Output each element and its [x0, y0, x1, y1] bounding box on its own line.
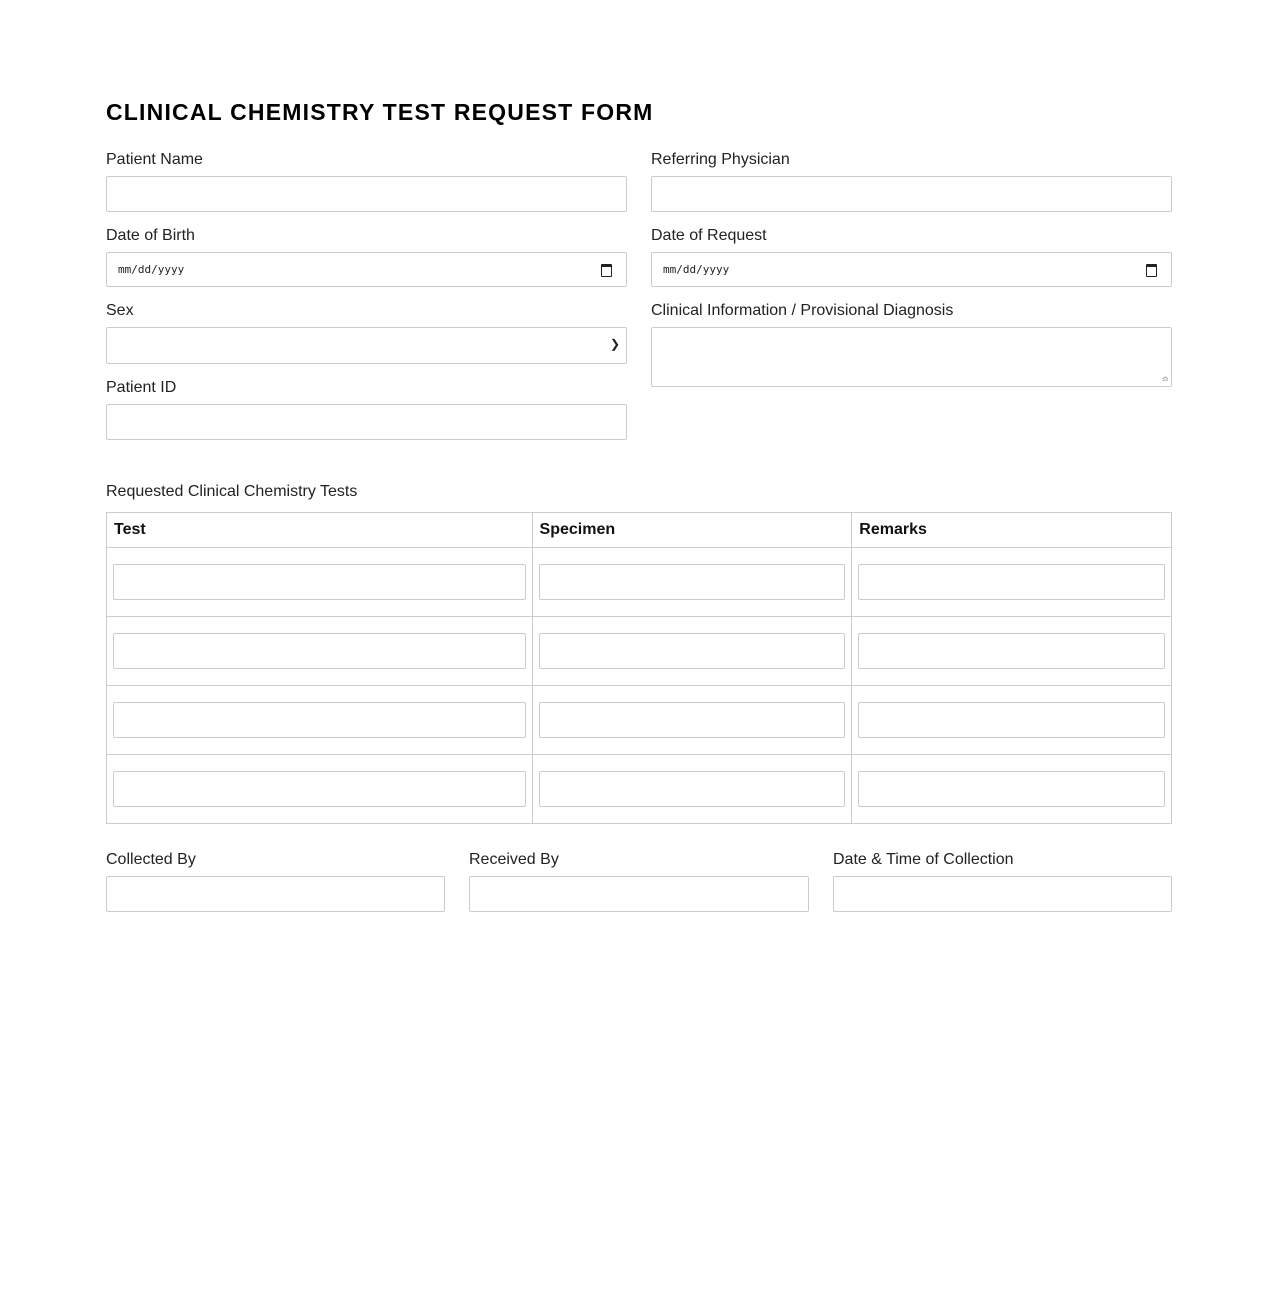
sex-label: Sex [106, 302, 134, 319]
table-header-row [107, 513, 1172, 548]
remarks-input[interactable] [858, 564, 1165, 600]
remarks-input[interactable] [858, 633, 1165, 669]
page-title: CLINICAL CHEMISTRY TEST REQUEST FORM [106, 99, 654, 125]
received-by-input[interactable] [469, 876, 809, 912]
table-row [107, 548, 1172, 617]
specimen-input[interactable] [539, 564, 846, 600]
patient-id-label: Patient ID [106, 379, 177, 396]
date-of-request-label: Date of Request [651, 227, 767, 244]
remarks-input[interactable] [858, 771, 1165, 807]
header-test: Test [107, 513, 533, 548]
table-row [107, 686, 1172, 755]
sex-select[interactable] [106, 327, 627, 364]
collected-by-input[interactable] [106, 876, 445, 912]
tests-table [106, 512, 1172, 824]
header-specimen: Specimen [532, 513, 852, 548]
table-row [107, 617, 1172, 686]
clinical-info-textarea[interactable] [651, 327, 1172, 387]
resize-handle-icon[interactable]: ≏ [1161, 374, 1169, 384]
test-input[interactable] [113, 771, 526, 807]
date-of-birth-input[interactable] [106, 252, 627, 287]
collection-datetime-label: Date & Time of Collection [833, 851, 1014, 868]
test-input[interactable] [113, 564, 526, 600]
patient-id-input[interactable] [106, 404, 627, 440]
specimen-input[interactable] [539, 771, 846, 807]
date-placeholder: mm/dd/yyyy [118, 263, 185, 276]
received-by-label: Received By [469, 851, 559, 868]
chevron-down-icon: ❯ [609, 337, 620, 351]
tests-section-label: Requested Clinical Chemistry Tests [106, 483, 358, 500]
header-remarks: Remarks [852, 513, 1172, 548]
calendar-icon[interactable] [601, 264, 612, 277]
table-row [107, 755, 1172, 824]
specimen-input[interactable] [539, 633, 846, 669]
date-placeholder: mm/dd/yyyy [663, 263, 730, 276]
referring-physician-input[interactable] [651, 176, 1172, 212]
patient-name-label: Patient Name [106, 151, 203, 168]
collection-datetime-input[interactable] [833, 876, 1172, 912]
calendar-icon[interactable] [1146, 264, 1157, 277]
test-input[interactable] [113, 702, 526, 738]
specimen-input[interactable] [539, 702, 846, 738]
date-of-request-input[interactable] [651, 252, 1172, 287]
patient-name-input[interactable] [106, 176, 627, 212]
collected-by-label: Collected By [106, 851, 196, 868]
referring-physician-label: Referring Physician [651, 151, 790, 168]
date-of-birth-label: Date of Birth [106, 227, 195, 244]
remarks-input[interactable] [858, 702, 1165, 738]
test-input[interactable] [113, 633, 526, 669]
clinical-info-label: Clinical Information / Provisional Diagnosis [651, 302, 954, 319]
